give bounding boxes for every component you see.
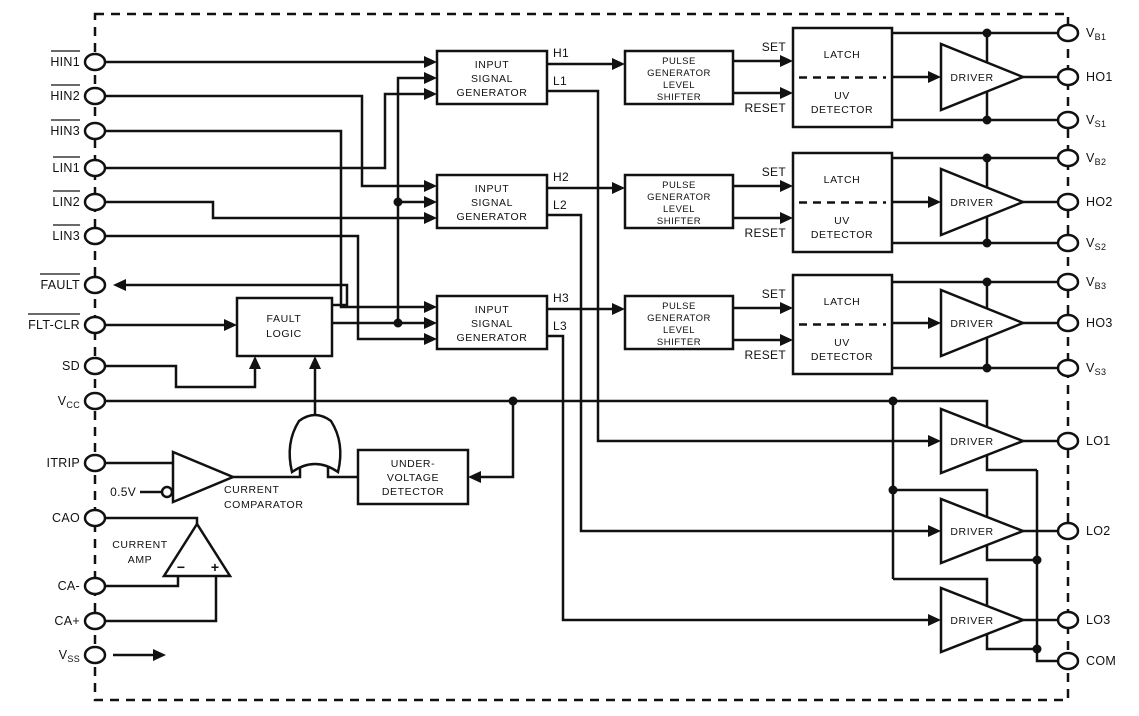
or-gate bbox=[290, 415, 341, 472]
pin-vb2 bbox=[1058, 150, 1106, 167]
uv3-line1: UV bbox=[834, 337, 850, 349]
signal-labels bbox=[110, 40, 786, 499]
pgls1-line1: PULSE bbox=[662, 56, 696, 67]
svg-text:VB2 bbox=[1086, 151, 1106, 167]
pin-vcc-label: V bbox=[57, 394, 67, 408]
pin-vb3-label: V bbox=[1086, 275, 1095, 289]
label-l3: L3 bbox=[553, 319, 567, 333]
label-set3: SET bbox=[761, 287, 786, 301]
pin-com-label: COM bbox=[1086, 654, 1117, 668]
pin-flt-clr-label: FLT-CLR bbox=[28, 318, 80, 332]
pin-lin1-label: LIN1 bbox=[52, 161, 80, 175]
svg-text:VS2 bbox=[1086, 236, 1106, 252]
block-latch-uv-3 bbox=[793, 275, 892, 374]
svg-text:COM bbox=[1086, 654, 1116, 668]
svg-text:LO3 bbox=[1086, 613, 1111, 627]
wire-sd bbox=[103, 366, 255, 387]
wire-ca-minus bbox=[103, 576, 178, 586]
driver1-label: DRIVER bbox=[950, 72, 994, 84]
pgls2-line2: GENERATOR bbox=[647, 192, 711, 203]
pgls1-line2: GENERATOR bbox=[647, 68, 711, 79]
driver-low-2 bbox=[941, 499, 1023, 563]
pgls3-line4: SHIFTER bbox=[656, 337, 702, 348]
pin-lin2 bbox=[52, 191, 105, 210]
isg2-line2: SIGNAL bbox=[470, 197, 514, 209]
block-pulse-generator-2 bbox=[625, 175, 733, 228]
svg-text:VSS bbox=[59, 648, 80, 664]
svg-text:VCC bbox=[58, 394, 80, 410]
current-comparator bbox=[162, 452, 304, 511]
pin-hin3 bbox=[50, 120, 105, 139]
label-reset1: RESET bbox=[744, 101, 786, 115]
uvd-line3: DETECTOR bbox=[381, 486, 445, 498]
wire-com-rail bbox=[1037, 470, 1058, 661]
amp-plus-sign: + bbox=[210, 559, 220, 575]
pin-vb2-sub: B2 bbox=[1094, 157, 1107, 167]
driver-high-2 bbox=[941, 169, 1023, 235]
svg-text:LIN1 bbox=[52, 161, 80, 175]
pin-hin2 bbox=[50, 85, 105, 104]
block-input-signal-generator-3 bbox=[437, 296, 547, 349]
current-amp bbox=[112, 524, 230, 576]
uv2-line1: UV bbox=[834, 215, 850, 227]
svg-text:HO3 bbox=[1086, 316, 1113, 330]
block-latch-uv-2 bbox=[793, 153, 892, 252]
pgls3-line3: LEVEL bbox=[662, 325, 696, 336]
pins-right bbox=[1058, 25, 1116, 669]
pin-hin3-label: HIN3 bbox=[50, 124, 80, 138]
latch2-label: LATCH bbox=[823, 174, 861, 186]
comparator-line1: CURRENT bbox=[224, 484, 280, 496]
pin-vb3 bbox=[1058, 274, 1106, 291]
isg3-line1: INPUT bbox=[474, 304, 510, 316]
pgls1-line4: SHIFTER bbox=[656, 92, 702, 103]
isg1-line1: INPUT bbox=[474, 59, 510, 71]
svg-text:FAULT bbox=[41, 278, 81, 292]
svg-text:FLT-CLR bbox=[28, 318, 80, 332]
pin-lin3-label: LIN3 bbox=[52, 229, 80, 243]
pin-vcc-sub: CC bbox=[66, 400, 80, 410]
driver2-label: DRIVER bbox=[950, 197, 994, 209]
block-pulse-generator-3 bbox=[625, 296, 733, 349]
svg-text:VS3 bbox=[1086, 361, 1106, 377]
pin-lin1 bbox=[52, 157, 105, 176]
isg1-line3: GENERATOR bbox=[456, 87, 528, 99]
pin-ho2-label: HO2 bbox=[1086, 195, 1113, 209]
driver-high-1 bbox=[941, 44, 1023, 110]
pin-ho2 bbox=[1058, 194, 1113, 210]
pin-vb2-label: V bbox=[1086, 151, 1095, 165]
block-pulse-generator-1 bbox=[625, 51, 733, 104]
pgls2-line1: PULSE bbox=[662, 180, 696, 191]
wire-l3 bbox=[547, 336, 929, 620]
fault-logic-line1: FAULT bbox=[266, 313, 302, 325]
uv3-line2: DETECTOR bbox=[810, 351, 874, 363]
pin-vs3-label: V bbox=[1086, 361, 1095, 375]
svg-text:LO1 bbox=[1086, 434, 1111, 448]
pin-lo2-label: LO2 bbox=[1086, 524, 1111, 538]
pin-itrip-label: ITRIP bbox=[46, 456, 80, 470]
label-h3: H3 bbox=[553, 291, 569, 305]
inverting-bubble bbox=[162, 487, 172, 497]
label-vref: 0.5V bbox=[110, 485, 136, 499]
pins-left bbox=[28, 51, 105, 664]
pgls3-line2: GENERATOR bbox=[647, 313, 711, 324]
isg2-line3: GENERATOR bbox=[456, 211, 528, 223]
label-reset3: RESET bbox=[744, 348, 786, 362]
block-latch-uv-1 bbox=[793, 28, 892, 127]
pin-hin1-label: HIN1 bbox=[50, 55, 80, 69]
pin-vs2-sub: S2 bbox=[1094, 242, 1107, 252]
pin-ho3 bbox=[1058, 315, 1113, 331]
svg-text:VS1 bbox=[1086, 113, 1106, 129]
pin-sd bbox=[62, 358, 105, 374]
svg-text:LIN2 bbox=[52, 195, 80, 209]
block-input-signal-generator-2 bbox=[437, 175, 547, 228]
latch3-label: LATCH bbox=[823, 296, 861, 308]
pin-ca-minus bbox=[58, 578, 105, 594]
pin-cao bbox=[52, 510, 105, 526]
svg-text:CA- bbox=[58, 579, 80, 593]
fault-logic-line2: LOGIC bbox=[266, 328, 302, 340]
driver6-label: DRIVER bbox=[950, 615, 994, 627]
pin-sd-label: SD bbox=[62, 359, 80, 373]
pgls1-line3: LEVEL bbox=[662, 80, 696, 91]
pin-ho1 bbox=[1058, 69, 1113, 85]
driver3-label: DRIVER bbox=[950, 318, 994, 330]
pin-com bbox=[1058, 653, 1116, 669]
wire-cao bbox=[103, 518, 197, 526]
pin-vss bbox=[59, 647, 105, 664]
label-l1: L1 bbox=[553, 74, 567, 88]
latch1-label: LATCH bbox=[823, 49, 861, 61]
svg-text:CAO bbox=[52, 511, 80, 525]
pin-ca-minus-label: CA- bbox=[57, 579, 80, 593]
pin-hin2-label: HIN2 bbox=[50, 89, 80, 103]
label-l2: L2 bbox=[553, 198, 567, 212]
pin-ho1-label: HO1 bbox=[1086, 70, 1113, 84]
label-h1: H1 bbox=[553, 46, 569, 60]
svg-text:VB3 bbox=[1086, 275, 1106, 291]
pin-flt-clr bbox=[28, 314, 105, 333]
pin-vs1-label: V bbox=[1086, 113, 1095, 127]
label-reset2: RESET bbox=[744, 226, 786, 240]
pgls2-line3: LEVEL bbox=[662, 204, 696, 215]
pgls2-line4: SHIFTER bbox=[656, 216, 702, 227]
pin-ca-plus-label: CA+ bbox=[54, 614, 80, 628]
driver-high-3 bbox=[941, 290, 1023, 356]
wire-l1 bbox=[547, 91, 929, 441]
driver-low-1 bbox=[941, 409, 1023, 473]
pin-vs3 bbox=[1058, 360, 1106, 377]
pin-vb1-label: V bbox=[1086, 26, 1095, 40]
uv1-line1: UV bbox=[834, 90, 850, 102]
label-h2: H2 bbox=[553, 170, 569, 184]
pin-fault-label: FAULT bbox=[40, 278, 80, 292]
pin-ho3-label: HO3 bbox=[1086, 316, 1113, 330]
isg3-line2: SIGNAL bbox=[470, 318, 514, 330]
label-set2: SET bbox=[761, 165, 786, 179]
wire-vcc bbox=[103, 401, 1037, 470]
block-input-signal-generator-1 bbox=[437, 51, 547, 104]
svg-text:LIN3 bbox=[52, 229, 80, 243]
pin-vb1 bbox=[1058, 25, 1106, 42]
wire-uv-feed bbox=[480, 401, 513, 477]
wire-ca-plus bbox=[103, 576, 216, 621]
amp-line2: AMP bbox=[127, 554, 153, 566]
svg-text:HO1 bbox=[1086, 70, 1113, 84]
svg-text:CA+ bbox=[54, 614, 80, 628]
pin-vs2-label: V bbox=[1086, 236, 1095, 250]
svg-text:HIN3 bbox=[50, 124, 80, 138]
amp-line1: CURRENT bbox=[112, 539, 168, 551]
isg1-line2: SIGNAL bbox=[470, 73, 514, 85]
wire-lin2 bbox=[103, 202, 425, 218]
pin-lin2-label: LIN2 bbox=[52, 195, 80, 209]
svg-text:HIN2 bbox=[50, 89, 80, 103]
pin-vs2 bbox=[1058, 235, 1106, 252]
uvd-line1: UNDER- bbox=[390, 458, 436, 470]
pin-lo2 bbox=[1058, 523, 1111, 539]
pgls3-line1: PULSE bbox=[662, 301, 696, 312]
driver4-label: DRIVER bbox=[950, 436, 994, 448]
wire-hin2 bbox=[103, 96, 425, 186]
pin-lo1 bbox=[1058, 433, 1111, 449]
pin-lo3 bbox=[1058, 612, 1111, 628]
uv2-line2: DETECTOR bbox=[810, 229, 874, 241]
block-fault-logic bbox=[237, 298, 332, 356]
driver5-label: DRIVER bbox=[950, 526, 994, 538]
uv1-line2: DETECTOR bbox=[810, 104, 874, 116]
svg-text:VB1 bbox=[1086, 26, 1106, 42]
pin-vss-label: V bbox=[58, 648, 68, 662]
pin-vs1-sub: S1 bbox=[1094, 119, 1107, 129]
svg-text:ITRIP bbox=[47, 456, 80, 470]
svg-text:SD bbox=[62, 359, 80, 373]
pin-vss-sub: SS bbox=[67, 654, 80, 664]
pin-lo1-label: LO1 bbox=[1086, 434, 1111, 448]
pin-itrip bbox=[47, 455, 105, 471]
pin-vs1 bbox=[1058, 112, 1106, 129]
label-set1: SET bbox=[761, 40, 786, 54]
block-undervoltage-detector bbox=[358, 450, 468, 504]
pin-lin3 bbox=[52, 225, 105, 244]
pin-vb3-sub: B3 bbox=[1094, 281, 1107, 291]
pin-vs3-sub: S3 bbox=[1094, 367, 1107, 377]
pin-vb1-sub: B1 bbox=[1094, 32, 1107, 42]
pin-vcc bbox=[58, 393, 105, 410]
svg-text:LO2 bbox=[1086, 524, 1111, 538]
isg3-line3: GENERATOR bbox=[456, 332, 528, 344]
pin-cao-label: CAO bbox=[52, 511, 80, 525]
uvd-line2: VOLTAGE bbox=[386, 472, 440, 484]
driver-low-3 bbox=[941, 588, 1023, 652]
pin-lo3-label: LO3 bbox=[1086, 613, 1111, 627]
isg2-line1: INPUT bbox=[474, 183, 510, 195]
pin-ca-plus bbox=[54, 613, 105, 629]
svg-text:HO2 bbox=[1086, 195, 1113, 209]
pin-fault bbox=[40, 274, 105, 293]
comparator-line2: COMPARATOR bbox=[224, 499, 304, 511]
svg-text:HIN1 bbox=[50, 55, 80, 69]
pin-hin1 bbox=[50, 51, 105, 70]
amp-minus-sign: − bbox=[176, 559, 186, 575]
